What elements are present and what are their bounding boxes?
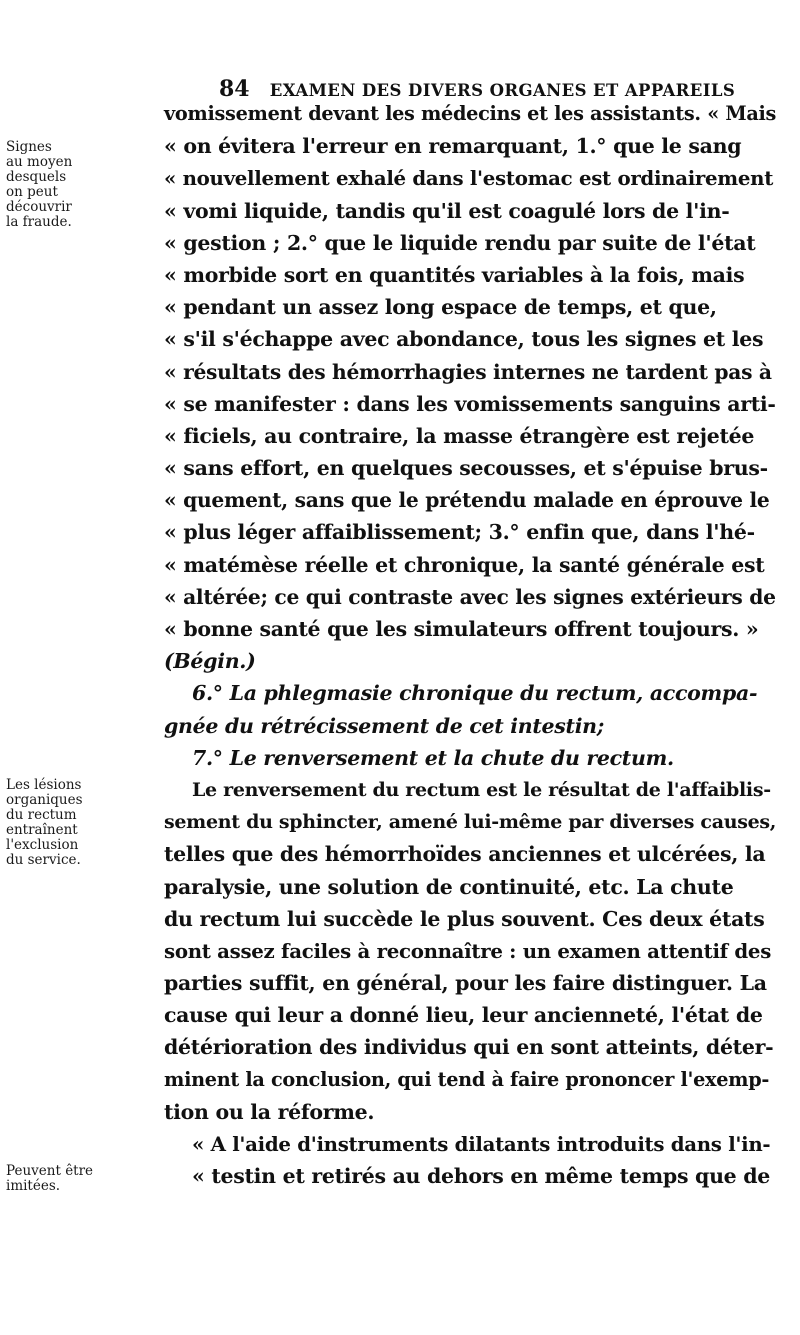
margin-note-signes [6, 140, 96, 230]
running-title: EXAMEN DES DIVERS ORGANES ET APPAREILS [269, 81, 736, 100]
text-line: « sans effort, en quelques secousses, et s'épuise brus- [164, 456, 768, 481]
margin-note-line: desquels [6, 169, 67, 185]
margin-note-line: du service. [6, 852, 81, 868]
text-line: parties suffit, en général, pour les faire distinguer. La [164, 971, 767, 996]
text-line: « ficiels, au contraire, la masse étrangère est rejetée [164, 423, 755, 448]
text-line: « bonne santé que les simulateurs offrent toujours. » [164, 617, 759, 641]
text-line: sont assez faciles à reconnaître : un examen attentif des [164, 938, 772, 963]
body-text [164, 98, 776, 1192]
margin-note-line: Peuvent être [6, 1163, 94, 1179]
text-line: « A l'aide d'instruments dilatants introduits dans l'in- [192, 1132, 771, 1156]
enumerated-item-6: 6.° La phlegmasie chronique du rectum, accompa- [192, 681, 758, 706]
citation-line: (Bégin.) [164, 649, 256, 674]
margin-note-imitees [6, 1164, 96, 1194]
margin-note-line: l'exclusion [6, 837, 79, 853]
text-line: gnée du rétrécissement de cet intestin; [164, 713, 605, 738]
text-line: vomissement devant les médecins et les assistants. « Mais [164, 102, 777, 125]
margin-note-line: imitées. [6, 1178, 61, 1194]
text-line: « se manifester : dans les vomissements sanguins arti- [164, 391, 776, 416]
margin-note-line: entraînent [6, 822, 78, 838]
text-line: paralysie, une solution de continuité, etc. La chute [164, 874, 734, 899]
text-line: « pendant un assez long espace de temps, et que, [164, 295, 717, 320]
margin-note-line: Les lésions [6, 777, 82, 793]
text-line: tion ou la réforme. [164, 1099, 375, 1124]
text-line: « nouvellement exhalé dans l'estomac est ordinairement [164, 166, 774, 191]
margin-note-line: découvrir [6, 199, 72, 215]
text-line: cause qui leur a donné lieu, leur ancienneté, l'état de [164, 1003, 763, 1028]
page-number: 84 [219, 76, 250, 102]
text-line: « s'il s'échappe avec abondance, tous les signes et les [164, 327, 764, 352]
text-line: telles que des hémorrhoïdes anciennes et ulcérées, la [164, 842, 766, 867]
text-line: « vomi liquide, tandis qu'il est coagulé lors de l'in- [164, 198, 730, 223]
margin-note-lesions [6, 778, 96, 868]
margin-note-line: au moyen [6, 154, 73, 170]
text-line: minent la conclusion, qui tend à faire prononcer l'exemp- [164, 1067, 770, 1091]
text-line: « quement, sans que le prétendu malade en éprouve le [164, 488, 770, 513]
margin-note-line: la fraude. [6, 214, 72, 230]
margin-note-line: du rectum [6, 807, 77, 823]
text-line: « testin et retirés au dehors en même temps que de [192, 1164, 771, 1189]
enumerated-item-7: 7.° Le renversement et la chute du rectum. [192, 745, 674, 770]
text-line: « on évitera l'erreur en remarquant, 1.° que le sang [164, 134, 742, 159]
text-line: « plus léger affaiblissement; 3.° enfin que, dans l'hé- [164, 520, 755, 545]
text-line: détérioration des individus qui en sont atteints, déter- [164, 1035, 774, 1060]
text-line: Le renversement du rectum est le résultat de l'affaiblis- [192, 778, 771, 801]
text-line: « matémèse réelle et chronique, la santé générale est [164, 552, 765, 577]
text-line: du rectum lui succède le plus souvent. Ces deux états [164, 906, 765, 931]
margin-note-line: organiques [6, 792, 83, 808]
margin-note-line: on peut [6, 184, 58, 200]
text-line: « altérée; ce qui contraste avec les signes extérieurs de [164, 584, 776, 609]
text-line: « résultats des hémorrhagies internes ne tardent pas à [164, 359, 772, 384]
text-line: sement du sphincter, amené lui-même par diverses causes, [164, 811, 777, 834]
text-line: « gestion ; 2.° que le liquide rendu par suite de l'état [164, 230, 756, 255]
text-line: « morbide sort en quantités variables à la fois, mais [164, 262, 745, 287]
margin-note-line: Signes [6, 139, 52, 155]
